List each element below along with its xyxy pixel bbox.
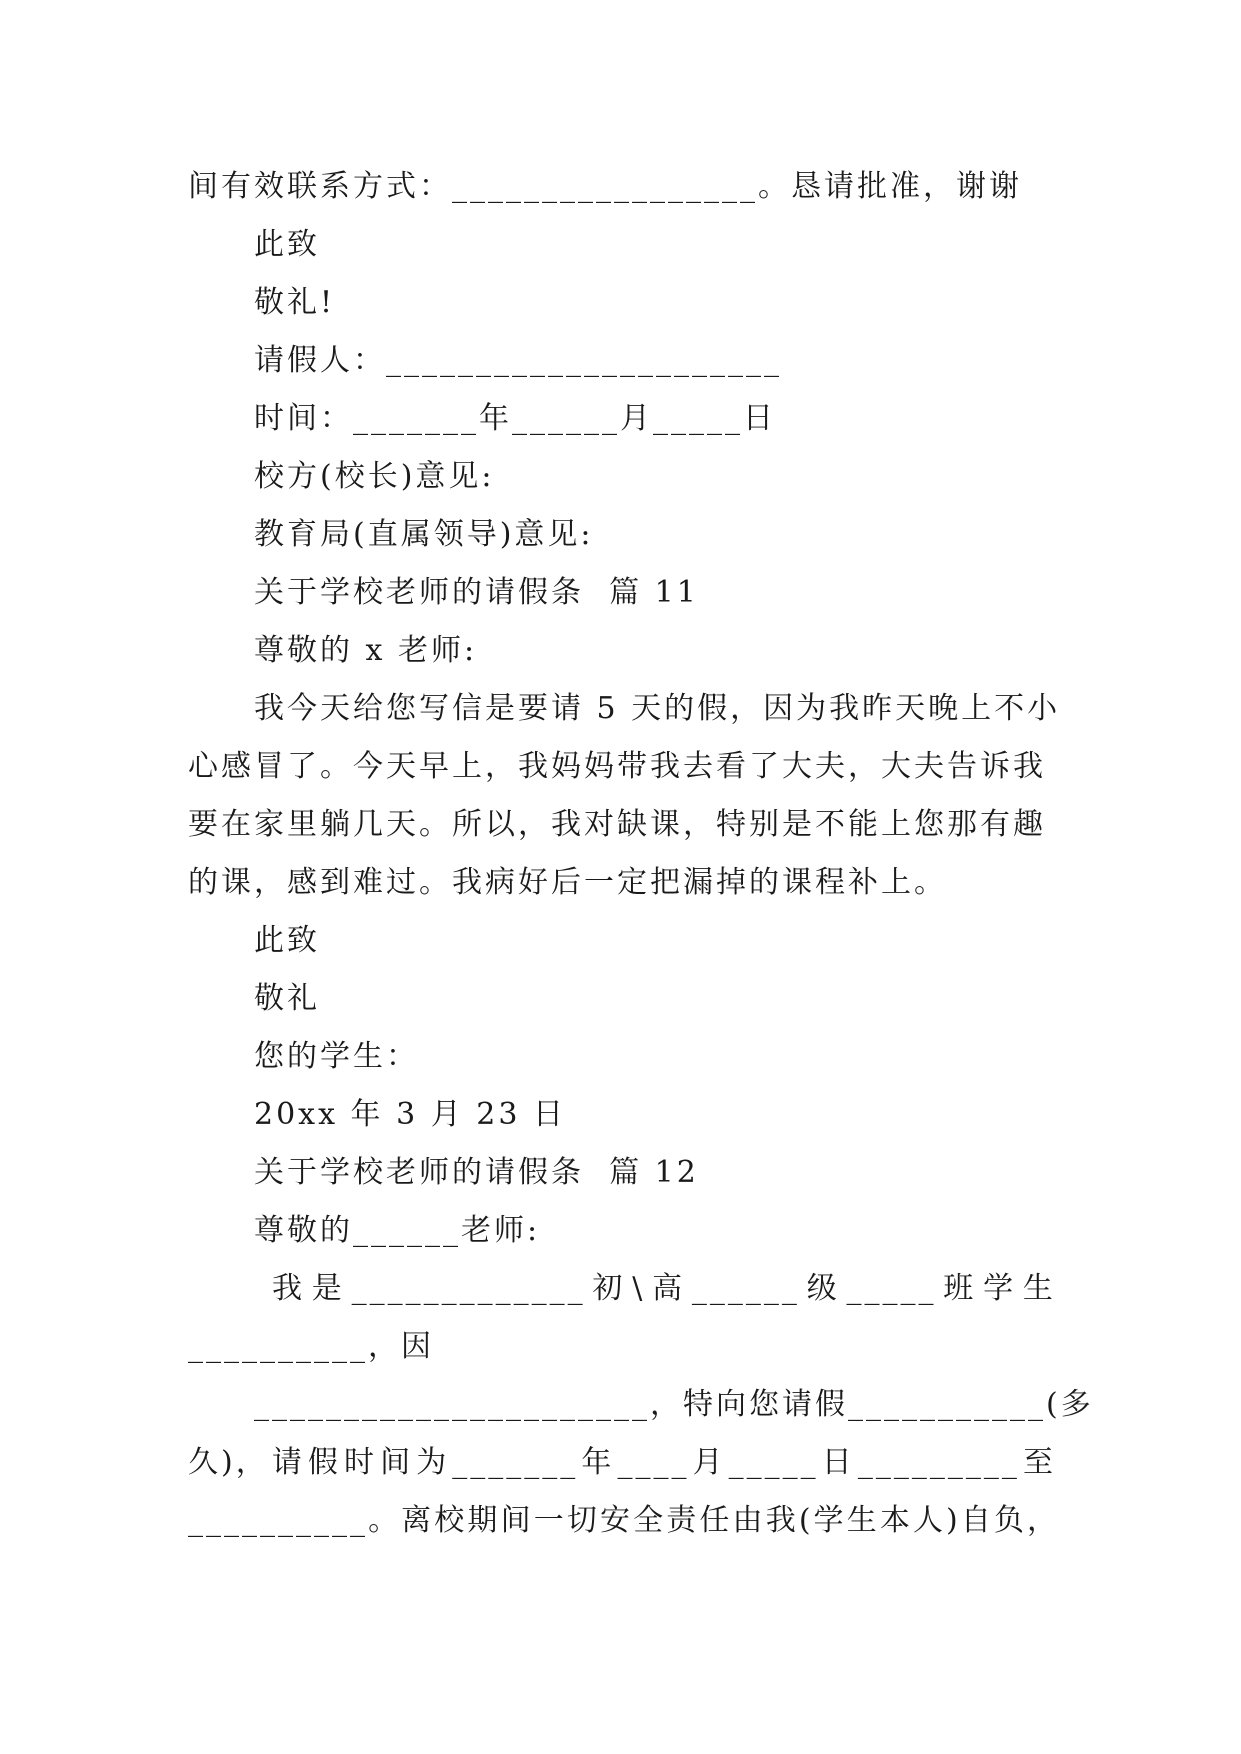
justified-token: 责 bbox=[666, 1503, 700, 1538]
justified-token: _____________ bbox=[351, 1271, 586, 1306]
justified-token: 请 bbox=[782, 1387, 815, 1422]
justified-token: ____ bbox=[617, 1445, 690, 1480]
body-line-4: 的课，感到难过。我病好后一定把漏掉的课程补上。 bbox=[188, 865, 947, 900]
justified-token: __________ bbox=[188, 1503, 368, 1538]
justified-token: 假 bbox=[815, 1387, 848, 1422]
justified-token: 至 bbox=[1022, 1445, 1056, 1480]
body-line-3: 要在家里躺几天。所以，我对缺课，特别是不能上您那有趣 bbox=[188, 807, 1046, 842]
form-line-1 bbox=[272, 1269, 1056, 1309]
justified-token: 人) bbox=[912, 1503, 961, 1538]
justified-token: ______________________， bbox=[254, 1387, 683, 1422]
justified-token: 生 bbox=[1022, 1271, 1056, 1306]
justified-token: 年 bbox=[581, 1445, 615, 1480]
justified-token: 负， bbox=[993, 1503, 1060, 1538]
justified-token: (多 bbox=[1046, 1387, 1094, 1422]
letter-date: 20xx 年 3 月 23 日 bbox=[254, 1097, 566, 1132]
body-line-1: 我今天给您写信是要请 5 天的假，因为我昨天晚上不小 bbox=[254, 691, 1061, 726]
justified-token: 级 bbox=[806, 1271, 840, 1306]
justified-token: 自 bbox=[960, 1503, 994, 1538]
justified-token: 时 bbox=[344, 1445, 377, 1480]
form-line-3 bbox=[254, 1385, 1094, 1425]
closing-jingli-11: 敬礼 bbox=[254, 981, 320, 1016]
bureau-opinion: 教育局(直属领导)意见: bbox=[254, 517, 594, 552]
justified-token: 月 bbox=[692, 1445, 726, 1480]
justified-token: 我 bbox=[765, 1503, 799, 1538]
salutation-11: 尊敬的 x 老师: bbox=[254, 633, 478, 668]
justified-token: 间 bbox=[380, 1445, 414, 1480]
justified-token: 请 bbox=[271, 1445, 305, 1480]
date-line: 时间：_______年______月_____日 bbox=[254, 401, 776, 436]
justified-token: 间 bbox=[500, 1503, 534, 1538]
justified-token: _______ bbox=[452, 1445, 579, 1480]
justified-token: 是 bbox=[311, 1271, 345, 1306]
justified-token: 任 bbox=[699, 1503, 733, 1538]
form-line-4 bbox=[188, 1443, 1056, 1483]
contact-line: 间有效联系方式：_________________。恳请批准，谢谢 bbox=[188, 169, 1022, 204]
justified-token: _____ bbox=[846, 1271, 937, 1306]
justified-token: 班 bbox=[943, 1271, 977, 1306]
justified-token: ___________ bbox=[848, 1387, 1046, 1422]
justified-token: 高 bbox=[652, 1271, 686, 1306]
section-heading-12: 关于学校老师的请假条 篇 12 bbox=[254, 1155, 699, 1190]
justified-token: 全 bbox=[633, 1503, 667, 1538]
section-heading-11: 关于学校老师的请假条 篇 11 bbox=[254, 575, 699, 610]
justified-token: 久)， bbox=[188, 1445, 269, 1480]
form-line-2: __________，因 bbox=[188, 1329, 434, 1364]
justified-token: 学 bbox=[983, 1271, 1017, 1306]
justified-token: 向 bbox=[716, 1387, 749, 1422]
form-line-5 bbox=[188, 1501, 1060, 1541]
salutation-12: 尊敬的______老师: bbox=[254, 1213, 541, 1248]
justified-token: 假 bbox=[307, 1445, 341, 1480]
justified-token: _____ bbox=[728, 1445, 819, 1480]
justified-token: 我 bbox=[272, 1271, 305, 1306]
justified-token: 切 bbox=[566, 1503, 600, 1538]
justified-token: ______ bbox=[691, 1271, 800, 1306]
justified-token: 生 bbox=[846, 1503, 880, 1538]
justified-token: (学 bbox=[798, 1503, 847, 1538]
justified-token: 一 bbox=[533, 1503, 567, 1538]
justified-token: 。离 bbox=[368, 1503, 435, 1538]
closing-jingli: 敬礼! bbox=[254, 285, 336, 320]
justified-token: 安 bbox=[599, 1503, 633, 1538]
justified-token: 您 bbox=[749, 1387, 782, 1422]
justified-token: 期 bbox=[467, 1503, 501, 1538]
justified-token: 由 bbox=[732, 1503, 766, 1538]
closing-cizhi: 此致 bbox=[254, 227, 320, 262]
justified-token: 日 bbox=[821, 1445, 855, 1480]
body-line-2: 心感冒了。今天早上，我妈妈带我去看了大夫，大夫告诉我 bbox=[188, 749, 1046, 784]
justified-token: _________ bbox=[857, 1445, 1020, 1480]
signature-student: 您的学生： bbox=[254, 1039, 419, 1074]
closing-cizhi-11: 此致 bbox=[254, 923, 320, 958]
justified-token: 特 bbox=[683, 1387, 716, 1422]
justified-token: 本 bbox=[879, 1503, 913, 1538]
applicant-line: 请假人：______________________ bbox=[254, 343, 782, 378]
justified-token: 校 bbox=[434, 1503, 468, 1538]
justified-token: 为 bbox=[416, 1445, 450, 1480]
justified-token: 初 bbox=[592, 1271, 626, 1306]
principal-opinion: 校方(校长)意见: bbox=[254, 459, 495, 494]
justified-token: \ bbox=[632, 1271, 646, 1306]
